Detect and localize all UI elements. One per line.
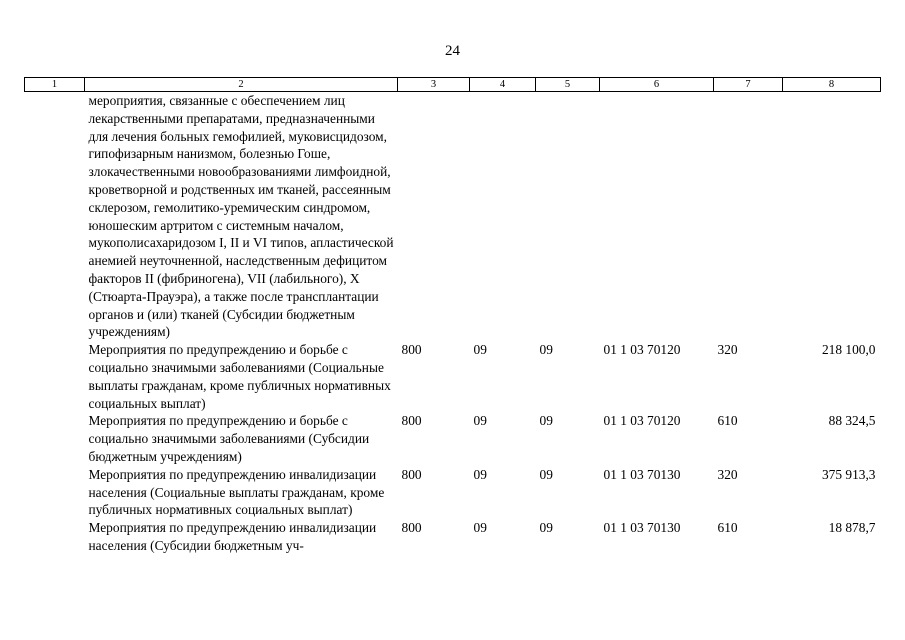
cell-target-code: 01 1 03 70120 (603, 342, 681, 358)
cell-expense-type: 610 (717, 520, 738, 536)
cell-ministry-code: 800 (401, 520, 422, 536)
cell-section-code: 09 (473, 342, 487, 358)
cell-subsection-code: 09 (539, 466, 553, 482)
cell-ministry-code (398, 92, 470, 342)
column-header-7: 7 (714, 78, 783, 92)
row-description: Мероприятия по предупреждению и борьбе с социально значимыми заболеваниями (Субсидии бюджетным учреждениям) (88, 413, 370, 464)
cell-ministry-code: 800 (401, 413, 422, 429)
cell-amount: 18 878,7 (828, 520, 876, 536)
cell-subsection-code: 09 (539, 413, 553, 429)
cell-expense-type: 610 (717, 413, 738, 429)
column-header-3: 3 (398, 78, 470, 92)
cell-expense-type: 320 (717, 342, 738, 358)
cell-subsection-code: 09 (539, 520, 553, 536)
table-row (25, 341, 881, 412)
cell-target-code: 01 1 03 70120 (603, 413, 681, 429)
cell-section-code: 09 (473, 466, 487, 482)
row-description: Мероприятия по предупреждению инвалидизации населения (Субсидии бюджетным уч- (88, 520, 377, 553)
row-description: Мероприятия по предупреждению инвалидизации населения (Социальные выплаты гражданам, кроме публичных нормативных социальных выплат) (88, 466, 385, 518)
column-header-8: 8 (783, 78, 881, 92)
row-description: мероприятия, связанные с обеспечением лиц лекарственными препаратами, предназначенными для лечения больных гемофилией, муковисцидозом, гипофизарным нанизмом, болезнью Гоше, злокачественными новообразованиями лимфоидной, кроветворной и родственных им тканей, рассеянным склерозом, гемолитико-уремическим синдромом, юношеским артритом с системным началом, мукополисахаридозом I, II и VI типов, апластической анемией неуточненной, наследственным дефицитом факторов II (фибриногена), VII (лабильного), X (Стюарта-Прауэра), а также после трансплантации органов и (или) тканей (Субсидии бюджетным учреждениям) (88, 93, 394, 340)
cell-expense-type (714, 92, 783, 342)
column-header-1: 1 (25, 78, 85, 92)
table-row (25, 412, 881, 465)
cell-amount: 88 324,5 (828, 413, 876, 429)
column-number-row (25, 78, 881, 92)
column-header-2: 2 (85, 78, 398, 92)
cell-subsection-code: 09 (539, 342, 553, 358)
cell-section-code: 09 (473, 413, 487, 429)
cell-ministry-code: 800 (401, 342, 422, 358)
cell-section-code (470, 92, 536, 342)
cell-amount: 218 100,0 (821, 342, 876, 358)
cell-ministry-code: 800 (401, 466, 422, 482)
row-description: Мероприятия по предупреждению и борьбе с социально значимыми заболеваниями (Социальные выплаты гражданам, кроме публичных нормативных социальных выплат) (88, 342, 391, 411)
cell-target-code (600, 92, 714, 342)
table-row (25, 92, 881, 342)
cell-section-code: 09 (473, 520, 487, 536)
column-header-6: 6 (600, 78, 714, 92)
table-row (25, 466, 881, 519)
cell-amount (783, 92, 881, 342)
table-row (25, 519, 881, 555)
page-number: 24 (445, 43, 460, 59)
cell-expense-type: 320 (717, 466, 738, 482)
cell-subsection-code (536, 92, 600, 342)
column-header-4: 4 (470, 78, 536, 92)
budget-table (24, 77, 881, 555)
cell-amount: 375 913,3 (821, 466, 876, 482)
cell-target-code: 01 1 03 70130 (603, 466, 681, 482)
cell-target-code: 01 1 03 70130 (603, 520, 681, 536)
column-header-5: 5 (536, 78, 600, 92)
